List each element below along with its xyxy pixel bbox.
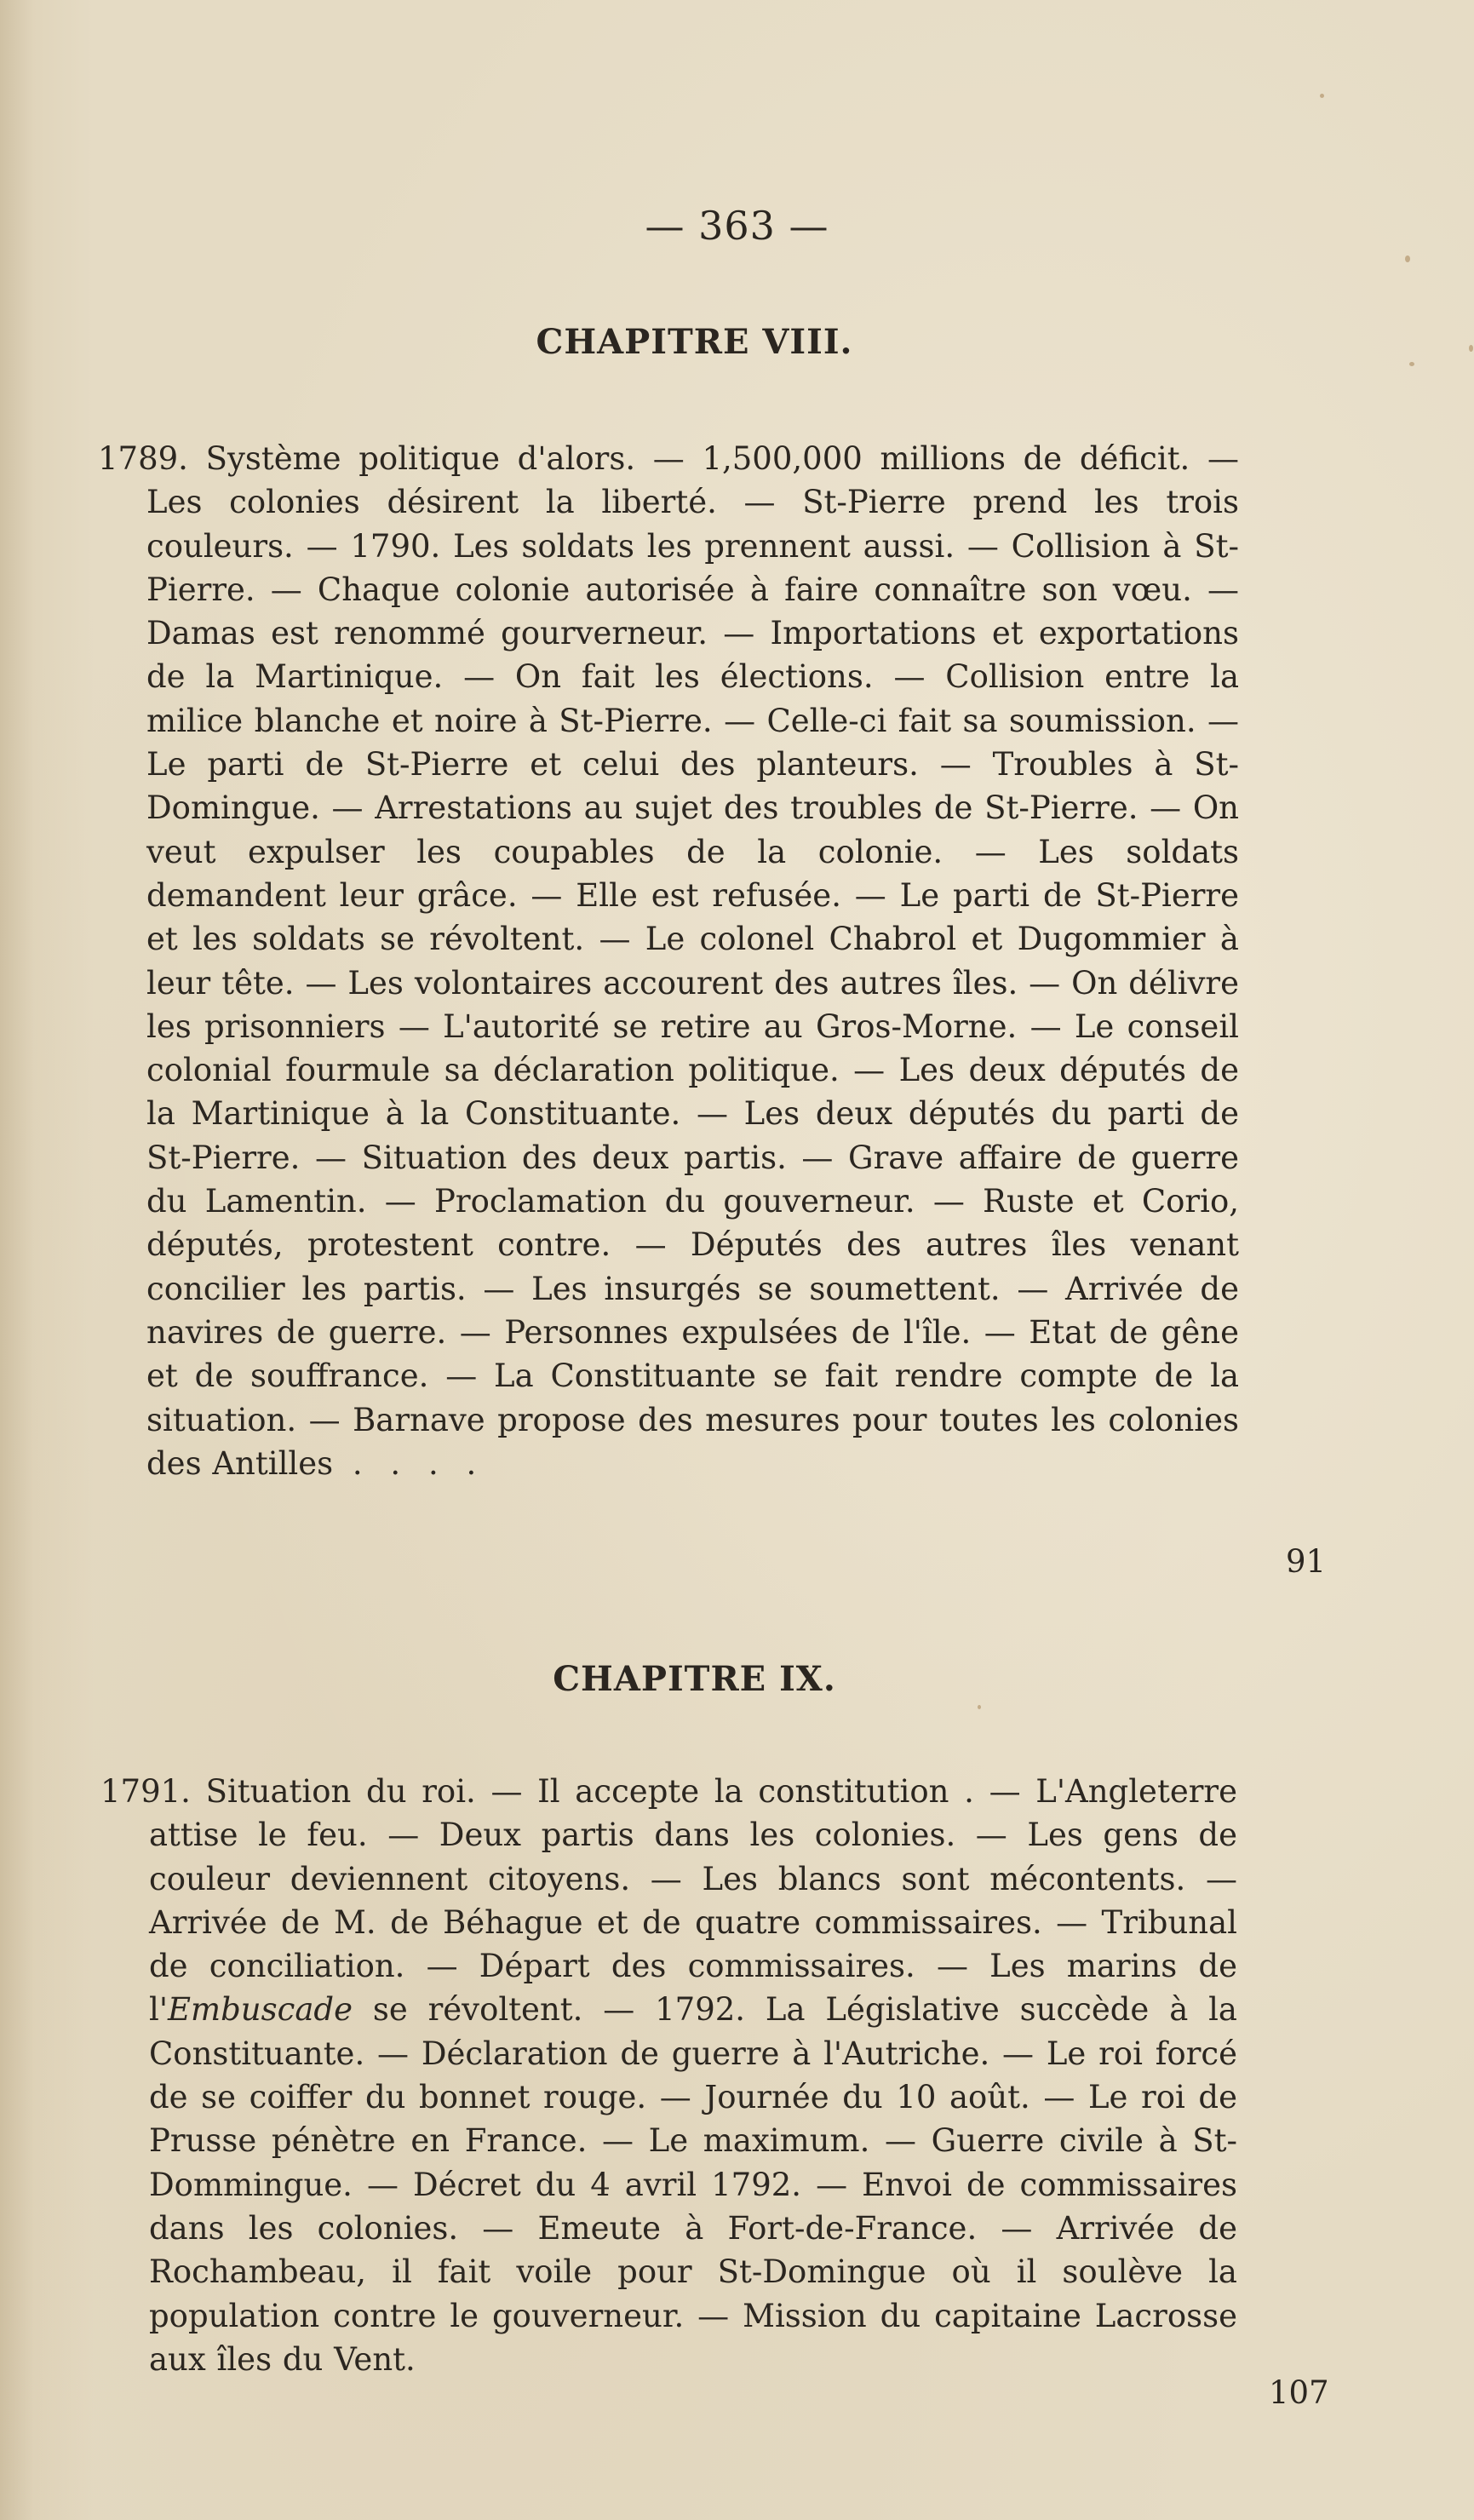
page-number: — 363 —	[645, 203, 829, 249]
chapter-9-summary-text-b: se révoltent. — 1792. La Législative succède à la Constituante. — Déclaration de guerre à l'Autriche. — Le roi forcé de se coiffer du bonnet rouge. — Journée du 10 août. — Le roi de Prusse pénètre en France. — Le maximum. — Guerre civile à St-Dommingue. — Décret du 4 avril 1792. — Envoi de commissaires dans les colonies. — Emeute à Fort-de-France. — Arrivée de Rochambeau, il fait voile pour St-Domingue où il soulève la population contre le gouverneur. — Mission du capitaine Lacrosse aux îles du Vent.	[149, 1991, 1237, 2378]
paper-stain	[1405, 255, 1410, 262]
chapter-9-summary	[100, 1770, 1237, 2381]
chapter-8-summary-text: 1789. Système politique d'alors. — 1,500,000 millions de déficit. — Les colonies désirent la liberté. — St-Pierre prend les trois couleurs. — 1790. Les soldats les prennent aussi. — Collision à St-Pierre. — Chaque colonie autorisée à faire connaître son vœu. — Damas est renommé gourverneur. — Importations et exportations de la Martinique. — On fait les élections. — Collision entre la milice blanche et noire à St-Pierre. — Celle-ci fait sa soumission. — Le parti de St-Pierre et celui des planteurs. — Troubles à St-Domingue. — Arrestations au sujet des troubles de St-Pierre. — On veut expulser les coupables de la colonie. — Les soldats demandent leur grâce. — Elle est refusée. — Le parti de St-Pierre et les soldats se révoltent. — Le colonel Chabrol et Dugommier à leur tête. — Les volontaires accourent des autres îles. — On délivre les prisonniers — L'autorité se retire au Gros-Morne. — Le conseil colonial fourmule sa déclaration politique. — Les deux députés de la Martinique à la Constituante. — Les deux députés du parti de St-Pierre. — Situation des deux partis. — Grave affaire de guerre du Lamentin. — Proclamation du gouverneur. — Ruste et Corio, députés, protestent contre. — Députés des autres îles venant concilier les partis. — Les insurgés se soumettent. — Arrivée de navires de guerre. — Personnes expulsées de l'île. — Etat de gêne et de souffrance. — La Constituante se fait rendre compte de la situation. — Barnave propose des mesures pour toutes les colonies des Antilles	[98, 440, 1239, 1482]
chapter-9-summary-text-a: 1791. Situation du roi. — Il accepte la constitution . — L'Angleterre attise le feu. — Deux partis dans les colonies. — Les gens de couleur deviennent citoyens. — Les blancs sont mécontents. — Arrivée de M. de Béhague et de quatre commissaires. — Tribunal de conciliation. — Départ des commissaires. — Les marins de l'	[100, 1773, 1237, 2029]
ship-name-italic: Embuscade	[168, 1991, 353, 2029]
dot-leader: . . . .	[333, 1444, 485, 1482]
chapter-8-page-ref: 91	[1286, 1543, 1327, 1580]
chapter-8-title: CHAPITRE VIII.	[536, 322, 853, 362]
chapter-9-page-ref: 107	[1269, 2374, 1329, 2411]
chapter-8-summary	[98, 437, 1239, 1485]
paper-stain	[1469, 345, 1473, 352]
paper-stain	[978, 1705, 981, 1709]
paper-stain	[1409, 362, 1414, 366]
chapter-9-title: CHAPITRE IX.	[553, 1659, 836, 1699]
paper-stain	[1320, 94, 1324, 98]
